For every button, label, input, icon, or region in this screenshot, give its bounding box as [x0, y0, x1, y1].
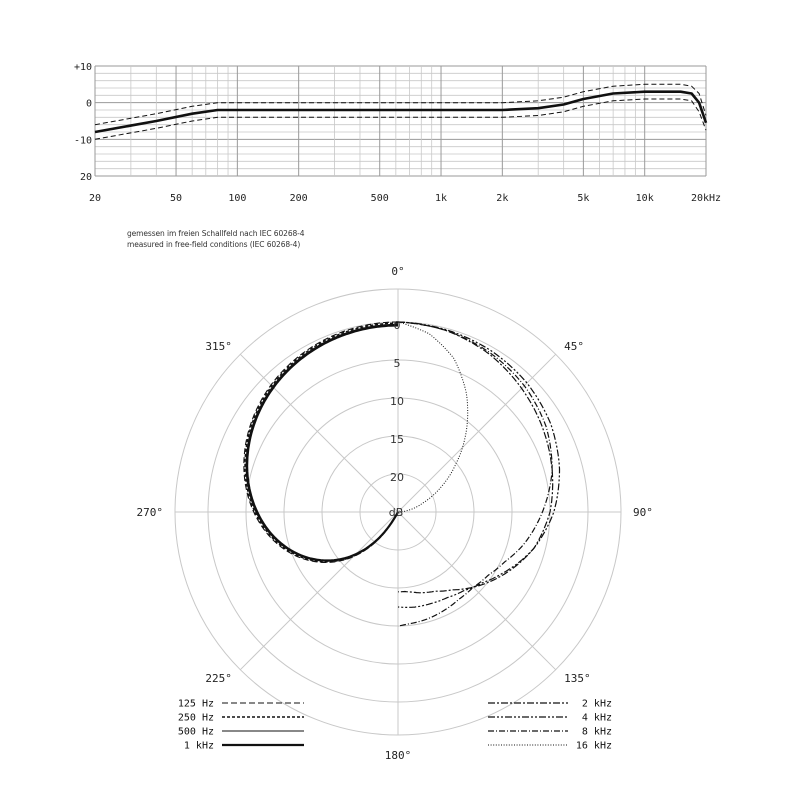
- fr-x-tick-label: 10k: [635, 193, 654, 204]
- fr-series-lower-tolerance: [95, 99, 706, 139]
- fr-curves: [95, 84, 706, 139]
- polar-series-16-kHz: [398, 322, 468, 512]
- polar-db-tick-label: 20: [390, 471, 404, 484]
- fr-y-tick-label: -10: [73, 135, 92, 147]
- legend-label: 16 kHz: [575, 740, 612, 752]
- polar-series-250-Hz: [245, 323, 398, 562]
- legend-label: 4 kHz: [581, 712, 612, 724]
- fr-x-tick-label: 50: [170, 193, 183, 204]
- polar-db-tick-label: 5: [393, 357, 401, 370]
- polar-angle-label: 225°: [205, 672, 232, 686]
- polar-legend: [178, 699, 612, 752]
- polar-angle-label: 315°: [205, 339, 232, 353]
- fr-tick-labels: [74, 62, 721, 204]
- polar-pattern-chart: [0, 260, 790, 809]
- legend-label: 125 Hz: [177, 698, 214, 710]
- fr-x-tick-label: 1k: [435, 193, 448, 204]
- fr-x-tick-label: 5k: [577, 193, 590, 204]
- polar-angle-label: 45°: [564, 339, 585, 353]
- polar-angle-label: 135°: [564, 672, 591, 686]
- measurement-note-en: measured in free-field conditions (IEC 60268-4): [127, 240, 301, 249]
- polar-unit-label: dB: [388, 506, 404, 519]
- fr-series-typical-response: [95, 92, 706, 132]
- polar-spoke: [240, 354, 398, 512]
- fr-x-tick-label: 2k: [496, 193, 509, 204]
- fr-x-tick-label: 200: [289, 193, 308, 204]
- polar-series-125-Hz: [244, 322, 398, 563]
- fr-x-tick-label: 20kHz: [690, 193, 722, 204]
- polar-series-8-kHz: [398, 322, 552, 626]
- polar-series-2-kHz: [398, 322, 553, 593]
- legend-label: 250 Hz: [177, 712, 214, 724]
- measurement-note-de: gemessen im freien Schallfeld nach IEC 60268-4: [127, 229, 305, 238]
- frequency-response-chart: [0, 0, 790, 260]
- fr-grid: [95, 66, 706, 176]
- polar-angle-label: 0°: [391, 265, 405, 278]
- polar-db-tick-label: 0: [393, 319, 401, 332]
- polar-angle-label: 270°: [136, 506, 163, 519]
- legend-label: 1 kHz: [183, 740, 214, 752]
- polar-spoke: [398, 512, 556, 670]
- polar-series-4-kHz: [398, 322, 560, 607]
- polar-db-tick-label: 10: [390, 395, 404, 408]
- polar-labels: [137, 265, 653, 762]
- legend-label: 500 Hz: [177, 726, 214, 738]
- fr-y-tick-label: +10: [73, 62, 92, 73]
- legend-label: 2 kHz: [581, 698, 612, 710]
- fr-y-tick-label: 20: [79, 172, 92, 183]
- polar-angle-label: 180°: [384, 749, 412, 762]
- fr-x-tick-label: 500: [370, 193, 389, 204]
- polar-spoke: [398, 354, 556, 512]
- polar-series-1-kHz: [247, 325, 398, 560]
- fr-y-tick-label: 0: [85, 98, 92, 110]
- polar-angle-label: 90°: [633, 506, 653, 519]
- polar-db-tick-label: 15: [390, 433, 404, 446]
- fr-series-upper-tolerance: [95, 84, 706, 124]
- polar-spoke: [240, 512, 398, 670]
- fr-x-tick-label: 20: [88, 193, 102, 204]
- legend-label: 8 kHz: [581, 726, 612, 738]
- polar-series-500-Hz: [246, 324, 398, 561]
- fr-x-tick-label: 100: [228, 193, 247, 204]
